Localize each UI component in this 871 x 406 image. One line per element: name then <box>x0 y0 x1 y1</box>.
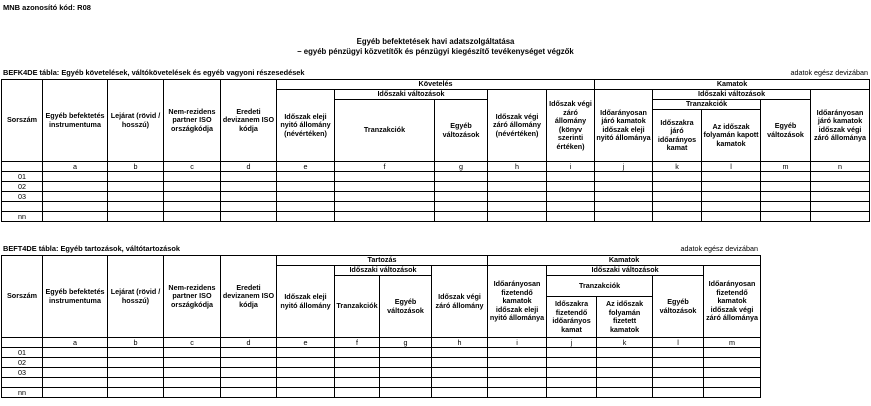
data-cell-j <box>547 388 597 398</box>
table-row <box>2 358 761 368</box>
data-cell-g <box>380 358 432 368</box>
data-cell-l <box>702 172 761 182</box>
data-cell-j <box>547 368 597 378</box>
data-cell-d <box>221 388 277 398</box>
data-cell-f <box>335 202 435 212</box>
data-cell-f <box>335 388 380 398</box>
data-cell-h <box>488 202 547 212</box>
column-letter-f: f <box>335 162 435 172</box>
col-header-other-changes: Egyéb változások <box>380 276 432 338</box>
table2-header <box>2 256 761 338</box>
data-cell-c <box>164 348 221 358</box>
data-cell-d <box>221 358 277 368</box>
table-row <box>2 368 761 378</box>
column-letter-c: c <box>164 338 221 348</box>
data-cell-k <box>597 378 653 388</box>
data-cell-d <box>221 212 277 222</box>
column-letter-b: b <box>108 162 164 172</box>
data-cell-h <box>488 172 547 182</box>
data-cell-d <box>221 202 277 212</box>
data-cell-e <box>277 182 335 192</box>
col-header-interest-other-changes: Egyéb változások <box>653 276 704 338</box>
data-cell-a <box>43 192 108 202</box>
data-cell-k <box>653 182 702 192</box>
col-header-maturity: Lejárat (rövid / hosszú) <box>108 256 164 338</box>
document-subtitle: – egyéb pénzügyi közvetítők és pénzügyi kiegészítő tevékenységet végzők <box>297 47 574 56</box>
data-cell-m <box>761 192 811 202</box>
data-cell-a <box>43 202 108 212</box>
table-row <box>2 378 761 388</box>
table-row <box>2 202 870 212</box>
col-header-currency: Eredeti devizanem ISO kódja <box>221 80 277 162</box>
data-cell-e <box>277 388 335 398</box>
data-cell-l <box>653 378 704 388</box>
data-cell-b <box>108 348 164 358</box>
data-cell-j <box>547 378 597 388</box>
befk4de-table <box>1 79 870 222</box>
data-cell-j <box>595 192 653 202</box>
data-cell-a <box>43 358 108 368</box>
data-cell-n <box>811 202 870 212</box>
data-cell-i <box>547 202 595 212</box>
column-letter-n: n <box>811 162 870 172</box>
subgroup-header-interest-period-changes: Időszaki változások <box>653 90 811 100</box>
data-cell-h <box>432 348 488 358</box>
data-cell-k <box>653 202 702 212</box>
data-cell-b <box>108 182 164 192</box>
col-header-partner-country: Nem-rezidens partner ISO országkódja <box>164 80 221 162</box>
data-cell-l <box>702 182 761 192</box>
data-cell-a <box>43 172 108 182</box>
data-cell-l <box>702 192 761 202</box>
column-letter-b: b <box>108 338 164 348</box>
subgroup-header-interest-transactions: Tranzakciók <box>653 100 761 110</box>
col-header-interest-opening-stock: Időarányosan fizetendő kamatok időszak eleji nyitó állománya <box>488 266 547 338</box>
column-letter-g: g <box>380 338 432 348</box>
col-header-transactions: Tranzakciók <box>335 276 380 338</box>
data-cell-c <box>164 202 221 212</box>
data-cell-f <box>335 368 380 378</box>
data-cell-f <box>335 182 435 192</box>
column-letter-c: c <box>164 162 221 172</box>
data-cell-m <box>704 348 761 358</box>
data-cell-l <box>702 202 761 212</box>
data-cell-j <box>595 182 653 192</box>
data-cell-a <box>43 368 108 378</box>
col-header-interest-closing-stock: Időarányosan fizetendő kamatok időszak végi záró állománya <box>704 266 761 338</box>
data-cell-j <box>595 172 653 182</box>
row-number: 03 <box>2 192 43 202</box>
data-cell-h <box>432 378 488 388</box>
data-cell-e <box>277 212 335 222</box>
data-cell-c <box>164 358 221 368</box>
col-header-interest-received: Az időszak folyamán kapott kamatok <box>702 110 761 162</box>
letter-cell-sorszam <box>2 162 43 172</box>
letter-cell-sorszam <box>2 338 43 348</box>
col-header-closing-stock: Időszak végi záró állomány <box>432 266 488 338</box>
data-cell-i <box>488 348 547 358</box>
data-cell-j <box>595 212 653 222</box>
data-cell-c <box>164 378 221 388</box>
data-cell-n <box>811 172 870 182</box>
data-cell-c <box>164 192 221 202</box>
data-cell-h <box>432 368 488 378</box>
col-header-interest-opening-stock: Időarányosan járó kamatok időszak eleji nyitó állománya <box>595 90 653 162</box>
data-cell-e <box>277 202 335 212</box>
data-cell-d <box>221 348 277 358</box>
data-cell-k <box>653 192 702 202</box>
data-cell-h <box>432 388 488 398</box>
column-letter-f: f <box>335 338 380 348</box>
column-letter-k: k <box>653 162 702 172</box>
col-header-interest-closing-stock: Időarányosan járó kamatok időszak végi záró állománya <box>811 90 870 162</box>
col-header-interest-other-changes: Egyéb változások <box>761 100 811 162</box>
row-number <box>2 202 43 212</box>
col-header-other-changes: Egyéb változások <box>435 100 488 162</box>
group-header-liabilities: Tartozás <box>277 256 488 266</box>
data-cell-e <box>277 192 335 202</box>
column-letter-d: d <box>221 338 277 348</box>
data-cell-h <box>488 192 547 202</box>
data-cell-k <box>597 368 653 378</box>
data-cell-h <box>488 212 547 222</box>
group-header-claims: Követelés <box>277 80 595 90</box>
document-title: Egyéb befektetések havi adatszolgáltatása <box>356 37 515 46</box>
table1-header <box>2 80 870 162</box>
data-cell-m <box>704 358 761 368</box>
col-header-closing-stock-nominal: Időszak végi záró állomány (névértéken) <box>488 90 547 162</box>
col-header-partner-country: Nem-rezidens partner ISO országkódja <box>164 256 221 338</box>
col-header-instrument: Egyéb befektetés instrumentuma <box>43 80 108 162</box>
data-cell-j <box>547 348 597 358</box>
col-header-accrued-interest-payable: Időszakra fizetendő időarányos kamat <box>547 297 597 338</box>
data-cell-n <box>811 182 870 192</box>
group-header-interest: Kamatok <box>488 256 761 266</box>
data-cell-l <box>653 348 704 358</box>
subgroup-header-interest-period-changes: Időszaki változások <box>547 266 704 276</box>
col-header-opening-stock: Időszak eleji nyitó állomány (névértéken) <box>277 90 335 162</box>
column-letter-i: i <box>488 338 547 348</box>
col-header-interest-paid: Az időszak folyamán fizetett kamatok <box>597 297 653 338</box>
data-cell-c <box>164 388 221 398</box>
row-number: nn <box>2 388 43 398</box>
data-cell-g <box>435 182 488 192</box>
column-letter-k: k <box>597 338 653 348</box>
data-cell-a <box>43 182 108 192</box>
data-cell-l <box>653 368 704 378</box>
row-number <box>2 378 43 388</box>
data-cell-g <box>380 368 432 378</box>
column-letter-i: i <box>547 162 595 172</box>
row-number: 03 <box>2 368 43 378</box>
data-cell-l <box>653 388 704 398</box>
table-row <box>2 388 761 398</box>
column-letter-h: h <box>432 338 488 348</box>
col-header-sorszam: Sorszám <box>2 80 43 162</box>
data-cell-b <box>108 172 164 182</box>
data-cell-c <box>164 212 221 222</box>
data-cell-f <box>335 172 435 182</box>
table2-unit-note: adatok egész devizában <box>680 244 758 253</box>
data-cell-e <box>277 172 335 182</box>
col-header-accrued-interest: Időszakra járó időarányos kamat <box>653 110 702 162</box>
data-cell-f <box>335 348 380 358</box>
data-cell-g <box>380 348 432 358</box>
data-cell-d <box>221 378 277 388</box>
column-letter-l: l <box>702 162 761 172</box>
data-cell-k <box>597 388 653 398</box>
data-cell-c <box>164 368 221 378</box>
data-cell-i <box>547 192 595 202</box>
data-cell-h <box>488 182 547 192</box>
data-cell-m <box>761 202 811 212</box>
data-cell-i <box>488 358 547 368</box>
data-cell-f <box>335 378 380 388</box>
data-cell-m <box>761 182 811 192</box>
data-cell-i <box>488 378 547 388</box>
col-header-opening-stock: Időszak eleji nyitó állomány <box>277 266 335 338</box>
data-cell-c <box>164 172 221 182</box>
data-cell-e <box>277 368 335 378</box>
mnb-code-label: MNB azonosító kód: R08 <box>3 3 91 12</box>
data-cell-b <box>108 192 164 202</box>
data-cell-a <box>43 378 108 388</box>
col-header-currency: Eredeti devizanem ISO kódja <box>221 256 277 338</box>
data-cell-m <box>704 378 761 388</box>
data-cell-k <box>597 358 653 368</box>
data-cell-a <box>43 388 108 398</box>
column-letter-d: d <box>221 162 277 172</box>
subgroup-header-interest-transactions: Tranzakciók <box>547 276 653 297</box>
data-cell-n <box>811 192 870 202</box>
group-header-interest: Kamatok <box>595 80 870 90</box>
row-number: nn <box>2 212 43 222</box>
data-cell-i <box>488 368 547 378</box>
data-cell-m <box>704 388 761 398</box>
table-row <box>2 192 870 202</box>
data-cell-g <box>380 388 432 398</box>
column-letter-m: m <box>761 162 811 172</box>
data-cell-g <box>435 202 488 212</box>
table-row <box>2 182 870 192</box>
data-cell-g <box>435 172 488 182</box>
data-cell-b <box>108 212 164 222</box>
data-cell-h <box>432 358 488 368</box>
data-cell-i <box>547 212 595 222</box>
data-cell-g <box>380 378 432 388</box>
data-cell-d <box>221 368 277 378</box>
data-cell-l <box>653 358 704 368</box>
col-header-instrument: Egyéb befektetés instrumentuma <box>43 256 108 338</box>
row-number: 01 <box>2 348 43 358</box>
column-letter-e: e <box>277 338 335 348</box>
row-number: 02 <box>2 358 43 368</box>
table2-caption: BEFT4DE tábla: Egyéb tartozások, váltótartozások <box>3 244 181 253</box>
data-cell-i <box>488 388 547 398</box>
data-cell-m <box>704 368 761 378</box>
data-cell-f <box>335 212 435 222</box>
column-letter-j: j <box>547 338 597 348</box>
data-cell-c <box>164 182 221 192</box>
col-header-transactions: Tranzakciók <box>335 100 435 162</box>
data-cell-l <box>702 212 761 222</box>
data-cell-d <box>221 192 277 202</box>
column-letter-row <box>2 338 761 348</box>
column-letter-a: a <box>43 162 108 172</box>
data-cell-b <box>108 358 164 368</box>
table-row <box>2 172 870 182</box>
table1-caption: BEFK4DE tábla: Egyéb követelések, váltókövetelések és egyéb vagyoni részesedések <box>3 68 305 77</box>
column-letter-m: m <box>704 338 761 348</box>
data-cell-b <box>108 202 164 212</box>
subgroup-header-period-changes: Időszaki változások <box>335 266 432 276</box>
data-cell-e <box>277 378 335 388</box>
data-cell-n <box>811 212 870 222</box>
data-cell-d <box>221 182 277 192</box>
data-cell-g <box>435 212 488 222</box>
data-cell-e <box>277 348 335 358</box>
column-letter-row <box>2 162 870 172</box>
col-header-maturity: Lejárat (rövid / hosszú) <box>108 80 164 162</box>
data-cell-j <box>547 358 597 368</box>
data-cell-b <box>108 378 164 388</box>
subgroup-header-period-changes: Időszaki változások <box>335 90 488 100</box>
beft4de-table <box>1 255 761 398</box>
col-header-closing-stock-book: Időszak végi záró állomány (könyv szerinti értéken) <box>547 90 595 162</box>
column-letter-h: h <box>488 162 547 172</box>
data-cell-k <box>653 212 702 222</box>
data-cell-b <box>108 368 164 378</box>
table-row <box>2 212 870 222</box>
data-cell-m <box>761 212 811 222</box>
row-number: 02 <box>2 182 43 192</box>
data-cell-a <box>43 212 108 222</box>
data-cell-i <box>547 172 595 182</box>
data-cell-k <box>597 348 653 358</box>
row-number: 01 <box>2 172 43 182</box>
table1-unit-note: adatok egész devizában <box>790 68 868 77</box>
col-header-sorszam: Sorszám <box>2 256 43 338</box>
column-letter-e: e <box>277 162 335 172</box>
data-cell-i <box>547 182 595 192</box>
column-letter-j: j <box>595 162 653 172</box>
data-cell-k <box>653 172 702 182</box>
data-cell-j <box>595 202 653 212</box>
data-cell-d <box>221 172 277 182</box>
data-cell-g <box>435 192 488 202</box>
column-letter-g: g <box>435 162 488 172</box>
data-cell-f <box>335 192 435 202</box>
table2-body <box>2 338 761 398</box>
data-cell-f <box>335 358 380 368</box>
table1-body <box>2 162 870 222</box>
column-letter-l: l <box>653 338 704 348</box>
data-cell-a <box>43 348 108 358</box>
data-cell-b <box>108 388 164 398</box>
table-row <box>2 348 761 358</box>
data-cell-e <box>277 358 335 368</box>
data-cell-m <box>761 172 811 182</box>
column-letter-a: a <box>43 338 108 348</box>
